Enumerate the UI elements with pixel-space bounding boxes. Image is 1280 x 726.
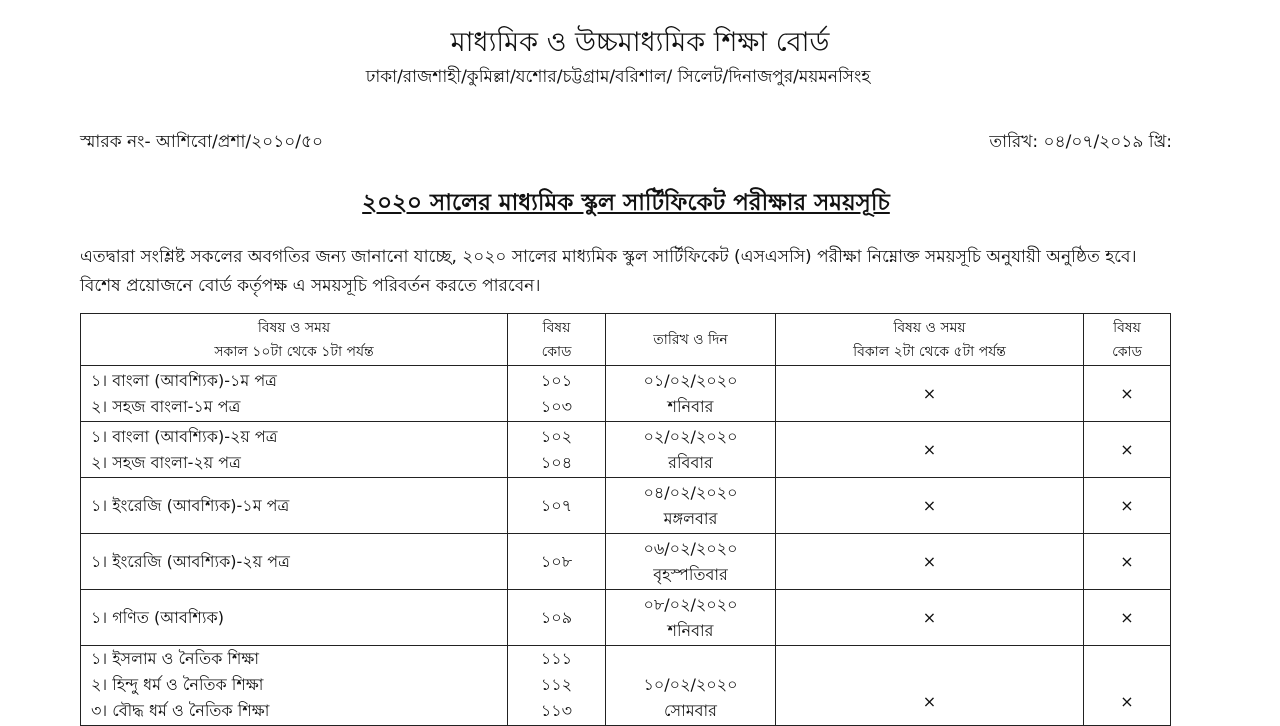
date-cell: ১০/০২/২০২০ সোমবার (606, 646, 776, 726)
header-afternoon: বিষয় ও সময় বিকাল ২টা থেকে ৫টা পর্যন্ত (776, 314, 1084, 366)
header-date: তারিখ ও দিন (606, 314, 776, 366)
afternoon-cell: × (776, 646, 1084, 726)
intro-paragraph: এতদ্বারা সংশ্লিষ্ট সকলের অবগতির জন্য জানানো যাচ্ছে, ২০২০ সালের মাধ্যমিক স্কুল সার্টিফিকেট (এসএসসি) পরীক্ষা নিম্নোক্ত সময়সূচি অনুযায়ী অনুষ্ঠিত হবে। বিশেষ প্রয়োজনে বোর্ড কর্তৃপক্ষ এ সময়সূচি পরিবর্তন করতে পারবেন। (80, 247, 1137, 296)
table-row (81, 478, 1171, 534)
afternoon-code-cell: × (1084, 534, 1171, 590)
code-cell: ১০৮ (508, 534, 606, 590)
board-name: মাধ্যমিক ও উচ্চমাধ্যমিক শিক্ষা বোর্ড (450, 27, 830, 58)
code-cell: ১০৯ (508, 590, 606, 646)
header-code-morning: বিষয় কোড (508, 314, 606, 366)
subject-cell: ১। ইসলাম ও নৈতিক শিক্ষা ২। হিন্দু ধর্ম ও নৈতিক শিক্ষা ৩। বৌদ্ধ ধর্ম ও নৈতিক শিক্ষা (81, 646, 508, 726)
afternoon-cell: × (776, 478, 1084, 534)
afternoon-cell: × (776, 590, 1084, 646)
subject-cell: ১। বাংলা (আবশ্যিক)-১ম পত্র ২। সহজ বাংলা-১ম পত্র (81, 366, 508, 422)
date-cell: ০১/০২/২০২০ শনিবার (606, 366, 776, 422)
memo-number: স্মারক নং- আশিবো/প্রশা/২০১০/৫০ (80, 132, 324, 152)
exam-schedule-table (80, 313, 1171, 726)
afternoon-cell: × (776, 422, 1084, 478)
table-row (81, 590, 1171, 646)
afternoon-code-cell: × (1084, 366, 1171, 422)
code-cell: ১০১ ১০৩ (508, 366, 606, 422)
code-cell: ১১১ ১১২ ১১৩ (508, 646, 606, 726)
code-cell: ১০৭ (508, 478, 606, 534)
date-cell: ০৮/০২/২০২০ শনিবার (606, 590, 776, 646)
table-header-row (81, 314, 1171, 366)
notice-date: তারিখ: ০৪/০৭/২০১৯ খ্রি: (989, 132, 1172, 152)
subject-cell: ১। ইংরেজি (আবশ্যিক)-১ম পত্র (81, 478, 508, 534)
subject-cell: ১। গণিত (আবশ্যিক) (81, 590, 508, 646)
afternoon-code-cell: × (1084, 478, 1171, 534)
afternoon-cell: × (776, 366, 1084, 422)
subject-cell: ১। ইংরেজি (আবশ্যিক)-২য় পত্র (81, 534, 508, 590)
table-row (81, 534, 1171, 590)
afternoon-code-cell: × (1084, 422, 1171, 478)
date-cell: ০৪/০২/২০২০ মঙ্গলবার (606, 478, 776, 534)
table-row (81, 366, 1171, 422)
code-cell: ১০২ ১০৪ (508, 422, 606, 478)
header-code-afternoon: বিষয় কোড (1084, 314, 1171, 366)
date-cell: ০২/০২/২০২০ রবিবার (606, 422, 776, 478)
afternoon-code-cell: × (1084, 646, 1171, 726)
afternoon-code-cell: × (1084, 590, 1171, 646)
date-cell: ০৬/০২/২০২০ বৃহস্পতিবার (606, 534, 776, 590)
header-morning: বিষয় ও সময় সকাল ১০টা থেকে ১টা পর্যন্ত (81, 314, 508, 366)
table-row (81, 646, 1171, 726)
subject-cell: ১। বাংলা (আবশ্যিক)-২য় পত্র ২। সহজ বাংলা-২য় পত্র (81, 422, 508, 478)
table-row (81, 422, 1171, 478)
afternoon-cell: × (776, 534, 1084, 590)
board-cities: ঢাকা/রাজশাহী/কুমিল্লা/যশোর/চট্টগ্রাম/বরিশাল/ সিলেট/দিনাজপুর/ময়মনসিংহ (365, 67, 871, 87)
page-title: ২০২০ সালের মাধ্যমিক স্কুল সার্টিফিকেট পরীক্ষার সময়সূচি (362, 190, 890, 216)
